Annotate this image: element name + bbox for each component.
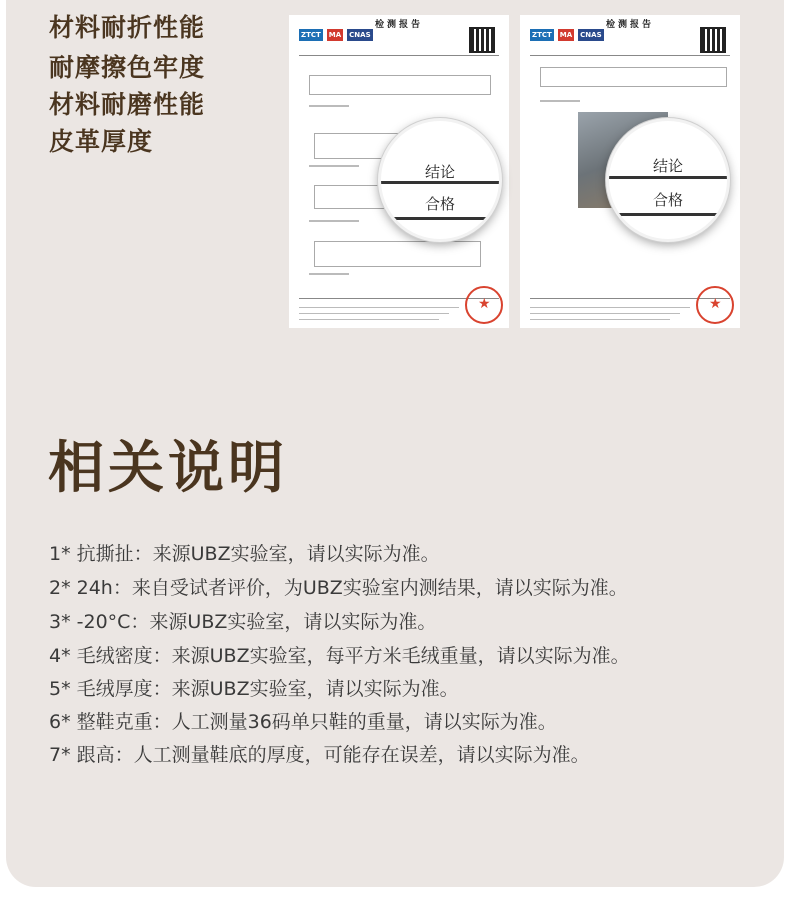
- magnifier-label-2: 结论: [652, 157, 683, 175]
- note-2: 2* 24h：来自受试者评价，为UBZ实验室内测结果，请以实际为准。: [49, 577, 628, 599]
- ma-logo-2: MA: [559, 31, 573, 39]
- note-3: 3* -20°C：来源UBZ实验室，请以实际为准。: [49, 611, 437, 633]
- official-seal-icon: [465, 286, 503, 324]
- note-7: 7* 跟高：人工测量鞋底的厚度，可能存在误差，请以实际为准。: [49, 744, 590, 766]
- ztct-logo-2: ZTCT: [532, 31, 552, 39]
- note-4: 4* 毛绒密度：来源UBZ实验室，每平方米毛绒重量，请以实际为准。: [49, 645, 630, 667]
- note-1: 1* 抗撕扯：来源UBZ实验室，请以实际为准。: [49, 543, 440, 565]
- magnifier-result-2: 合格: [652, 191, 683, 209]
- official-seal-icon-2: [696, 286, 734, 324]
- note-6: 6* 整鞋克重：人工测量36码单只鞋的重量，请以实际为准。: [49, 711, 557, 733]
- certification-logos-2: [530, 29, 604, 41]
- magnifier-result: 合格: [424, 195, 455, 213]
- feature-folding: 材料耐折性能: [49, 13, 206, 42]
- cnas-logo: CNAS: [349, 31, 371, 39]
- feature-leather-thickness: 皮革厚度: [49, 127, 154, 156]
- cnas-logo-2: CNAS: [580, 31, 602, 39]
- magnifier-conclusion-2: [606, 118, 730, 242]
- feature-rub-fastness: 耐摩擦色牢度: [49, 53, 206, 82]
- note-5: 5* 毛绒厚度：来源UBZ实验室，请以实际为准。: [49, 678, 459, 700]
- qr-code-icon: [469, 27, 495, 53]
- section-title: 相关说明: [48, 436, 288, 501]
- magnifier-conclusion-1: [378, 118, 502, 242]
- report-title: 检测报告: [374, 20, 423, 30]
- report-title-2: 检测报告: [605, 20, 654, 30]
- qr-code-icon-2: [700, 27, 726, 53]
- ztct-logo: ZTCT: [301, 31, 321, 39]
- certification-logos: [299, 29, 373, 41]
- ma-logo: MA: [328, 31, 342, 39]
- magnifier-label: 结论: [424, 163, 455, 181]
- feature-abrasion: 材料耐磨性能: [49, 90, 206, 119]
